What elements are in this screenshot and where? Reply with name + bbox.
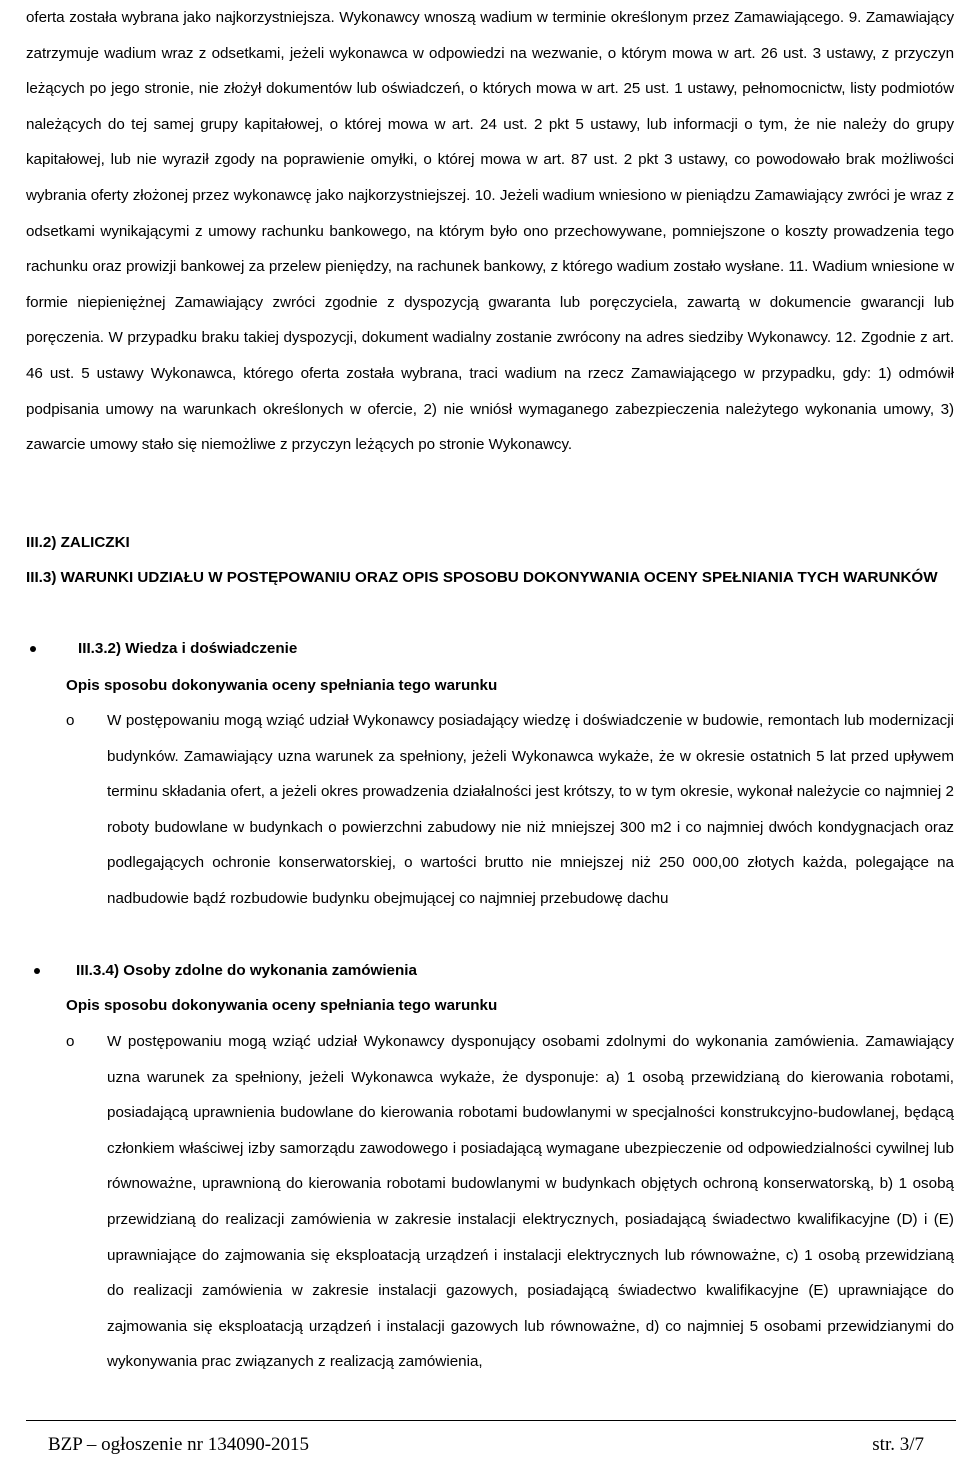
subsection-title: III.3.4) Osoby zdolne do wykonania zamówienia (76, 962, 417, 979)
section-heading-zaliczki: III.2) ZALICZKI (26, 534, 130, 551)
bullet-icon (30, 646, 36, 652)
footer-divider (26, 1420, 956, 1421)
bullet-icon (34, 968, 40, 974)
footer-page-number: str. 3/7 (872, 1434, 924, 1455)
subsection-title: III.3.2) Wiedza i doświadczenie (78, 640, 298, 657)
list-marker: o (66, 1033, 75, 1050)
subsection-wiedza (26, 631, 954, 663)
intro-paragraph: oferta została wybrana jako najkorzystniejsza. Wykonawcy wnoszą wadium w terminie określonym przez Zamawiającego. 9. Zamawiający zatrzymuje wadium wraz z odsetkami, jeżeli wykonawca w odpowiedzi na wezwanie, o którym mowa w art. 26 ust. 3 ustawy, z przyczyn leżących po jego stronie, nie złożył dokumentów lub oświadczeń, o których mowa w art. 25 ust. 1 ustawy, pełnomocnictw, listy podmiotów należących do tej samej grupy kapitałowej, o której mowa w art. 24 ust. 2 pkt 5 ustawy, lub informacji o tym, że nie należy do grupy kapitałowej, lub nie wyraził zgody na poprawienie omyłki, o której mowa w art. 87 ust. 2 pkt 3 ustawy, co powodowało brak możliwości wybrania oferty złożonej przez wykonawcę jako najkorzystniejszej. 10. Jeżeli wadium wniesiono w pieniądzu Zamawiający zwróci je wraz z odsetkami wynikającymi z umowy rachunku bankowego, na którym było ono przechowywane, pomniejszone o koszty prowadzenia tego rachunku oraz prowizji bankowej za przelew pieniędzy, na rachunek bankowy, z którego wadium zostało wysłane. 11. Wadium wniesione w formie niepieniężnej Zamawiający zwróci zgodnie z dyspozycją gwaranta lub poręczyciela, zawartą w dokumencie gwarancji lub poręczenia. W przypadku braku takiej dyspozycji, dokument wadialny zostanie zwrócony na adres siedziby Wykonawcy. 12. Zgodnie z art. 46 ust. 5 ustawy Wykonawca, którego oferta została wybrana, traci wadium na rzecz Zamawiającego w przypadku, gdy: 1) odmówił podpisania umowy na warunkach określonych w ofercie, 2) nie wniósł wymaganego zabezpieczenia należytego wykonania umowy, 3) zawarcie umowy stało się niemożliwe z przyczyn leżących po stronie Wykonawcy. (26, 9, 954, 454)
opis-label: Opis sposobu dokonywania oceny spełniania tego warunku (66, 677, 498, 694)
condition-text: W postępowaniu mogą wziąć udział Wykonawcy posiadający wiedzę i doświadczenie w budowie, remontach lub modernizacji budynków. Zamawiający uzna warunek za spełniony, jeżeli Wykonawca wykaże, że w okresie ostatnich 5 lat przed upływem terminu składania ofert, a jeżeli okres prowadzenia działalności jest krótszy, to w tym okresie, wykonał należycie co najmniej 2 roboty budowlane w budynkach o powierzchni zabudowy nie niż mniejszej 300 m2 i co najmniej dwóch kondygnacjach oraz podlegających ochronie konserwatorskiej, o wartości brutto nie mniejszej niż 250 000,00 złotych każda, polegające na nadbudowie bądź rozbudowie budynku obejmującej co najmniej przebudowę dachu (107, 712, 954, 907)
section-heading-warunki: III.3) WARUNKI UDZIAŁU W POSTĘPOWANIU ORAZ OPIS SPOSOBU DOKONYWANIA OCENY SPEŁNIANIA TYCH WARUNKÓW (26, 569, 938, 586)
list-marker: o (66, 712, 75, 729)
condition-text: W postępowaniu mogą wziąć udział Wykonawcy dysponujący osobami zdolnymi do wykonania zamówienia. Zamawiający uzna warunek za spełniony, jeżeli Wykonawca wykaże, że dysponuje: a) 1 osobą przewidzianą do kierowania robotami, posiadającą uprawnienia budowlane do kierowania robotami budowlanymi w specjalności konstrukcyjno-budowlanej, będącą członkiem właściwej izby samorządu zawodowego i posiadającą wymagane ubezpieczenie od odpowiedzialności cywilnej lub równoważne, uprawnioną do kierowania robotami budowlanymi w budynkach objętych ochroną konserwatorską, b) 1 osobą przewidzianą do realizacji zamówienia w zakresie instalacji elektrycznych, posiadającą świadectwo kwalifikacyjne (D) i (E) uprawniające do zajmowania się eksploatacją urządzeń i instalacji elektrycznych lub równoważne, c) 1 osobą przewidzianą do realizacji zamówienia w zakresie instalacji gazowych, posiadającą świadectwo kwalifikacyjne (E) uprawniające do zajmowania się eksploatacją urządzeń i instalacji gazowych lub równoważne, d) co najmniej 5 osobami przewidzianymi do wykonywania prac związanych z realizacją zamówienia, (107, 1033, 954, 1371)
opis-label: Opis sposobu dokonywania oceny spełniania tego warunku (66, 997, 498, 1014)
footer-notice-number: BZP – ogłoszenie nr 134090-2015 (48, 1434, 310, 1455)
subsection-osoby (26, 953, 954, 985)
